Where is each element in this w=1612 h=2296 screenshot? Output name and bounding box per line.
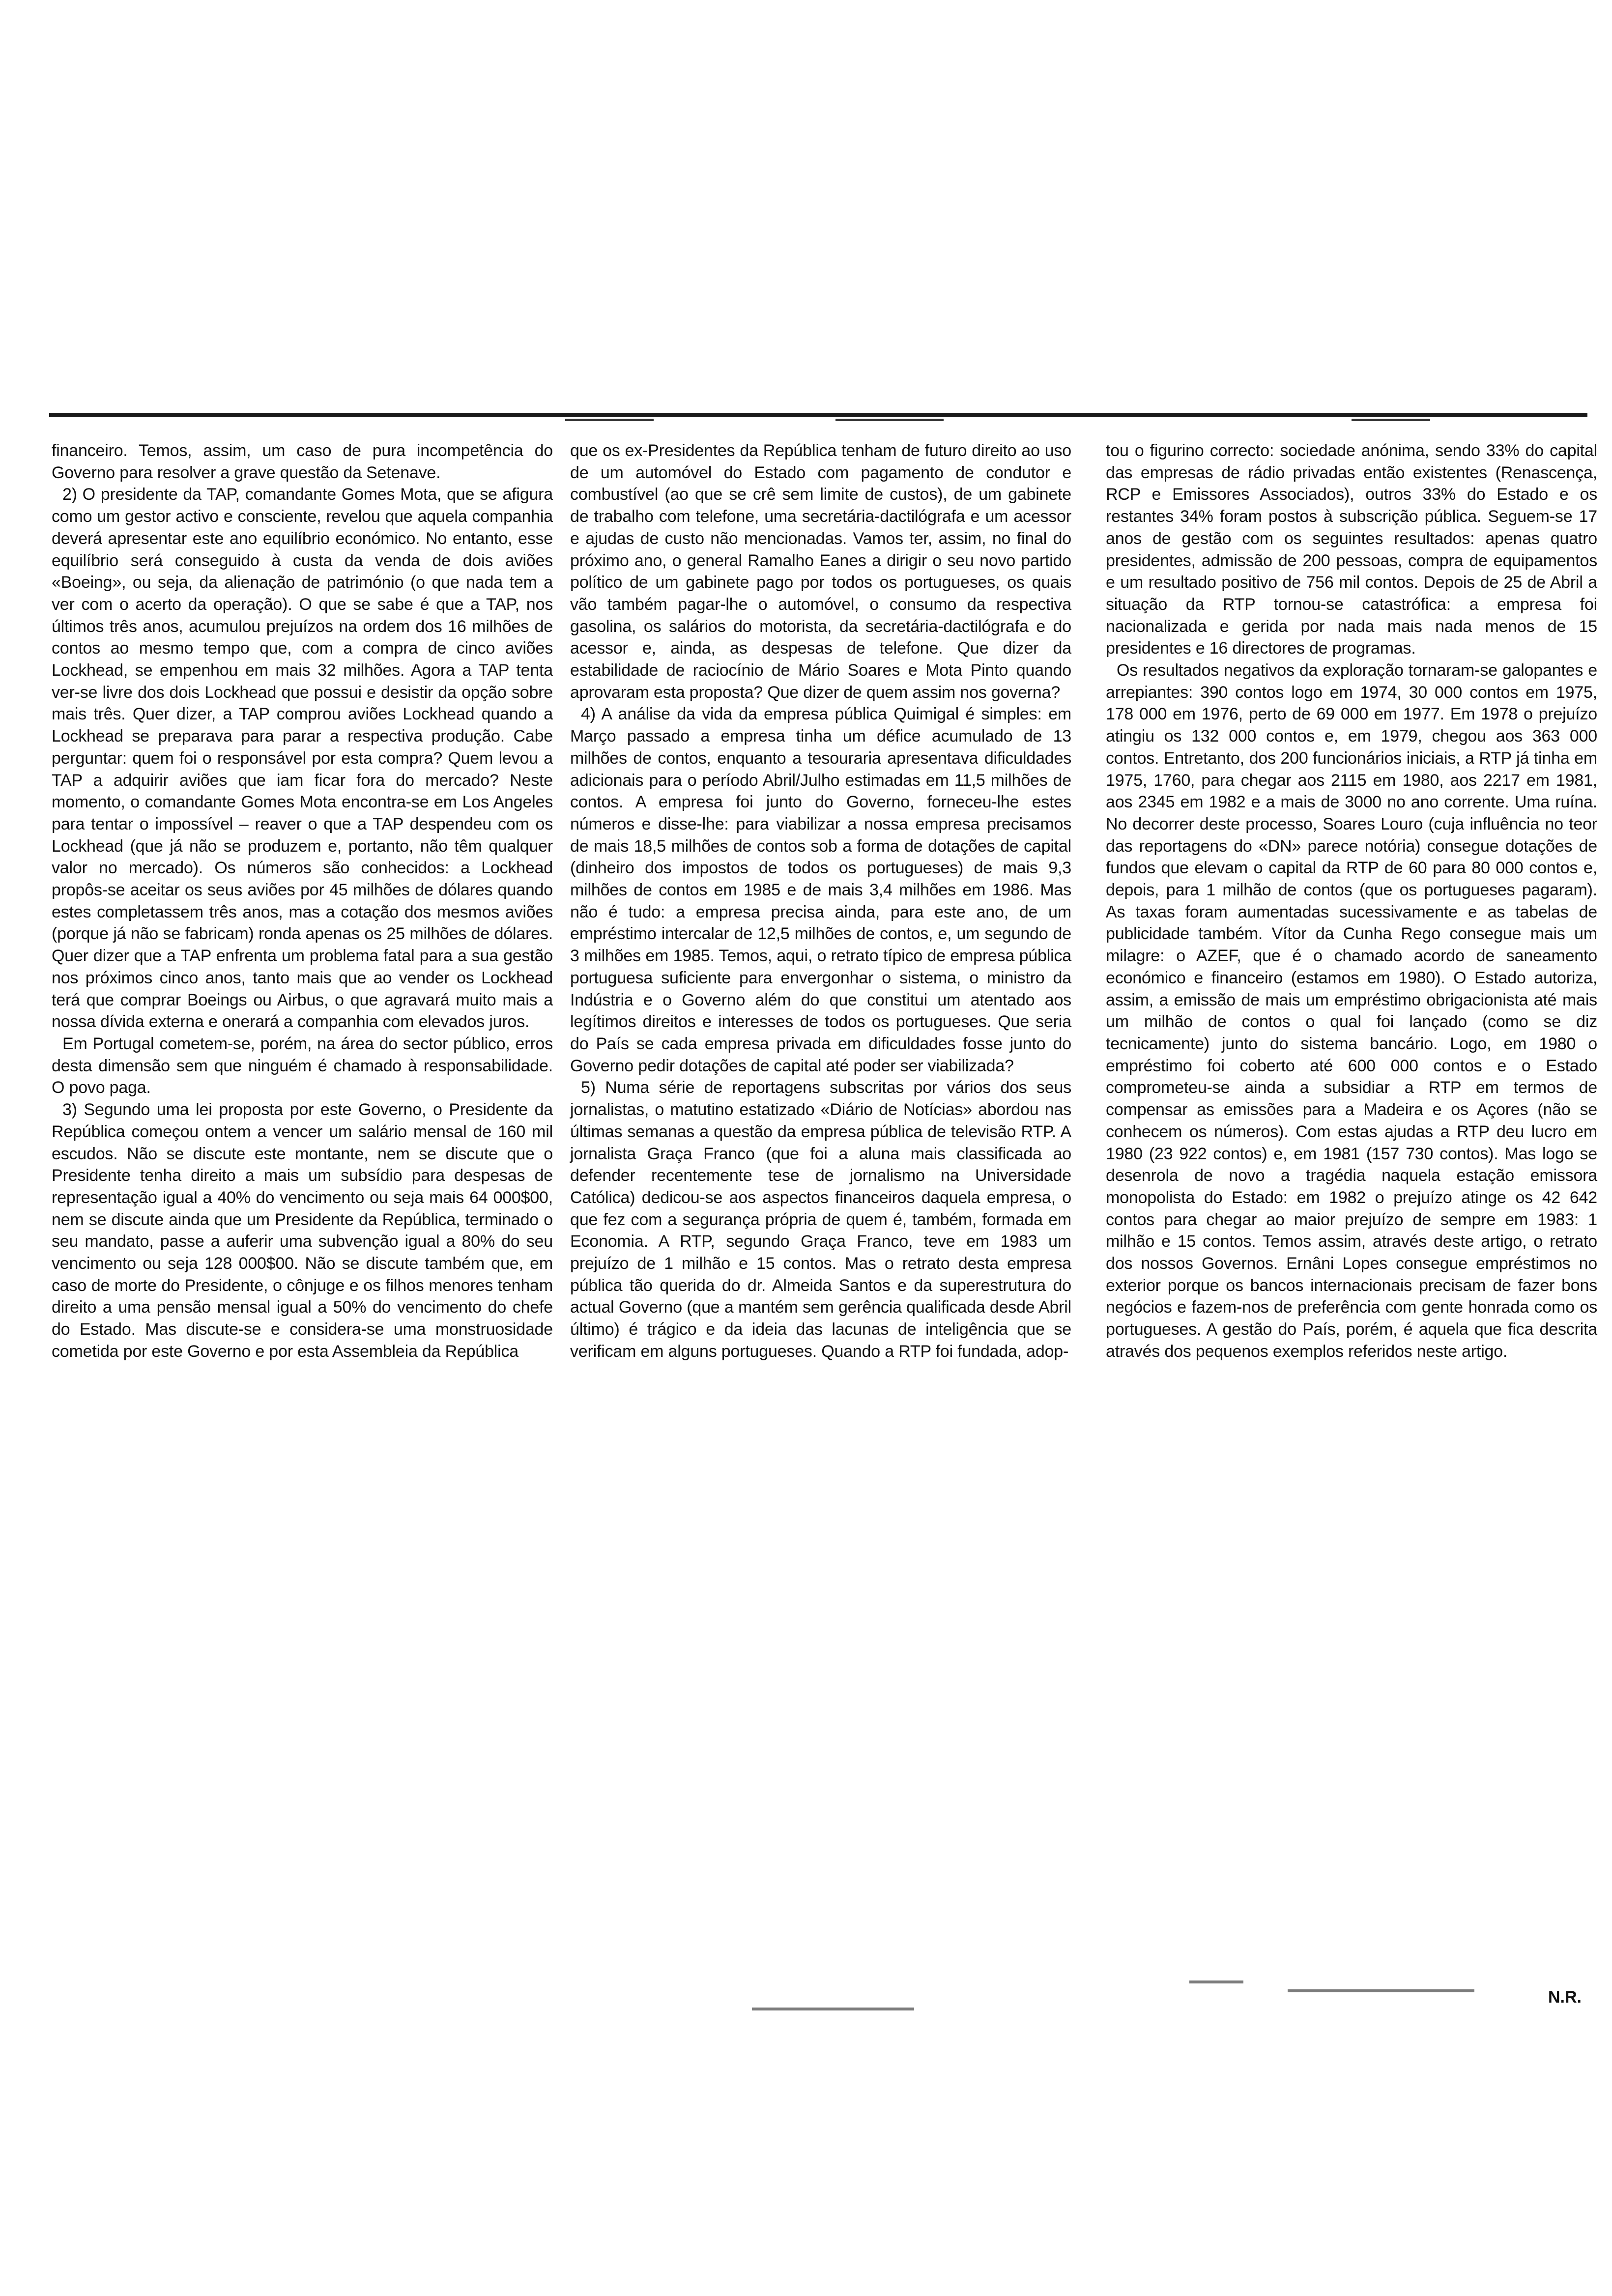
print-smudge bbox=[752, 2008, 914, 2010]
print-speck bbox=[835, 419, 944, 421]
paragraph: 4) A análise da vida da empresa pública Quimigal é simples: em Março passado a empresa tinha um défice acumulado de 13 milhões de contos, enquanto a tesouraria apresentava dificuldades adicionais para o período Abril/Julho estimadas em 11,5 milhões de contos. A empresa foi junto do Governo, forneceu-lhe estes números e disse-lhe: para viabilizar a nossa empresa precisamos de mais 18,5 milhões de contos sob a forma de dotações de capital (dinheiro dos impostos de todos os portugueses) de mais 9,3 milhões de contos em 1985 e de mais 3,4 milhões em 1986. Mas não é tudo: a empresa precisa ainda, para este ano, de um empréstimo intercalar de 12,5 milhões de contos, e, um segundo de 3 milhões em 1985. Temos, aqui, o retrato típico de empresa pública portuguesa suficiente para envergonhar o sistema, o ministro da Indústria e o Governo além do que constitui um atentado aos legítimos direitos e interesses de todos os portugueses. Que seria do País se cada empresa privada em dificuldades fosse junto do Governo pedir dotações de capital até poder ser viabilizada? bbox=[570, 705, 1071, 1075]
paragraph: financeiro. Temos, assim, um caso de pura incompetência do Governo para resolver a grave questão da Setenave. bbox=[52, 441, 553, 482]
print-smudge bbox=[1189, 1980, 1243, 1983]
paragraph: Em Portugal cometem-se, porém, na área do sector público, erros desta dimensão sem que ninguém é chamado à responsabilidade. O povo paga. bbox=[52, 1034, 553, 1097]
print-speck bbox=[565, 419, 654, 421]
paragraph: que os ex-Presidentes da República tenham de futuro direito ao uso de um automóvel do Estado com pagamento de condutor e combustível (ao que se crê sem limite de custos), de um gabinete de trabalho com telefone, uma secretária-dactilógrafa e um acessor e ajudas de custo não mencionadas. Vamos ter, assim, no final do próximo ano, o general Ramalho Eanes a dirigir o seu novo partido político de um gabinete pago por todos os portugueses, os quais vão também pagar-lhe o automóvel, o consumo da respectiva gasolina, os salários do motorista, da secretária-dactilógrafa e do acessor e, ainda, as despesas de telefone. Que dizer da estabilidade de raciocínio de Mário Soares e Mota Pinto quando aprovaram esta proposta? Que dizer de quem assim nos governa? bbox=[570, 441, 1071, 702]
article-column-1 bbox=[52, 440, 553, 1363]
print-smudge bbox=[1288, 1989, 1474, 1992]
article-column-2 bbox=[570, 440, 1071, 1363]
paragraph: 2) O presidente da TAP, comandante Gomes Mota, que se afigura como um gestor activo e consciente, revelou que aquela companhia deverá apresentar este ano equilíbrio económico. No entanto, esse equilíbrio será conseguido à custa da venda de dois aviões «Boeing», ou seja, da alienação de património (o que nada tem a ver com o acerto da operação). O que se sabe é que a TAP, nos últimos três anos, acumulou prejuízos na ordem dos 16 milhões de contos ao mesmo tempo que, com a compra de cinco aviões Lockhead, se empenhou em mais 32 milhões. Agora a TAP tenta ver-se livre dos dois Lockhead que possui e desistir da opção sobre mais três. Quer dizer, a TAP comprou aviões Lockhead quando a Lockhead se preparava para parar a respectiva produção. Cabe perguntar: quem foi o responsável por esta compra? Quem levou a TAP a adquirir aviões que iam ficar fora do mercado? Neste momento, o comandante Gomes Mota encontra-se em Los Angeles para tentar o impossível – reaver o que a TAP despendeu com os Lockhead (que já não se produzem e, portanto, não têm qualquer valor no mercado). Os números são conhecidos: a Lockhead propôs-se aceitar os seus aviões por 45 milhões de dólares quando estes completassem três anos, mas a cotação dos mesmos aviões (porque já não se fabricam) ronda apenas os 25 milhões de dólares. Quer dizer que a TAP enfrenta um problema fatal para a sua gestão nos próximos cinco anos, tanto mais que ao vender os Lockhead terá que comprar Boeings ou Airbus, o que agravará muito mais a nossa dívida externa e onerará a companhia com elevados juros. bbox=[52, 485, 553, 1032]
header-rule bbox=[49, 413, 1587, 417]
paragraph: 5) Numa série de reportagens subscritas por vários dos seus jornalistas, o matutino estatizado «Diário de Notícias» abordou nas últimas semanas a questão da empresa pública de televisão RTP. A jornalista Graça Franco (que foi a aluna mais classificada ao defender recentemente tese de jornalismo na Universidade Católica) dedicou-se aos aspectos financeiros daquela empresa, o que fez com a segurança própria de quem é, também, formada em Economia. A RTP, segundo Graça Franco, teve em 1983 um prejuízo de 1 milhão e 15 contos. Mas o retrato desta empresa pública tão querida do dr. Almeida Santos e da superestrutura do actual Governo (que a mantém sem gerência qualificada desde Abril último) é trágico e da ideia das lacunas de inteligência que se verificam em alguns portugueses. Quando a RTP foi fundada, adop- bbox=[570, 1078, 1071, 1361]
article-column-3 bbox=[1106, 440, 1597, 1363]
paragraph: 3) Segundo uma lei proposta por este Governo, o Presidente da República começou ontem a vencer um salário mensal de 160 mil escudos. Não se discute este montante, nem se discute que o Presidente tenha direito a mais um subsídio para despesas de representação igual a 40% do vencimento ou seja mais 64 000$00, nem se discute ainda que um Presidente da República, terminado o seu mandato, passe a auferir uma subvenção igual a 80% do seu vencimento ou seja 128 000$00. Não se discute também que, em caso de morte do Presidente, o cônjuge e os filhos menores tenham direito a uma pensão mensal igual a 50% do vencimento do chefe do Estado. Mas discute-se e considera-se uma monstruosidade cometida por este Governo e por esta Assembleia da República bbox=[52, 1100, 553, 1361]
paragraph: tou o figurino correcto: sociedade anónima, sendo 33% do capital das empresas de rádio privadas então existentes (Renascença, RCP e Emissores Associados), outros 33% do Estado e os restantes 34% foram postos à subscrição pública. Seguem-se 17 anos de gestão com os seguintes resultados: apenas quatro presidentes, admissão de 200 pessoas, compra de equipamentos e um resultado positivo de 756 mil contos. Depois de 25 de Abril a situação da RTP tornou-se catastrófica: a empresa foi nacionalizada e gerida por nada mais nada menos de 15 presidentes e 16 directores de programas. bbox=[1106, 441, 1597, 658]
author-signature: N.R. bbox=[1548, 1988, 1582, 2007]
paragraph: Os resultados negativos da exploração tornaram-se galopantes e arrepiantes: 390 contos logo em 1974, 30 000 contos em 1975, 178 000 em 1976, perto de 69 000 em 1977. Em 1978 o prejuízo atingiu os 132 000 contos e, em 1979, chegou aos 363 000 contos. Entretanto, dos 200 funcionários iniciais, a RTP já tinha em 1975, 1760, para chegar aos 2115 em 1980, aos 2217 em 1981, aos 2345 em 1982 e a mais de 3000 no ano corrente. Uma ruína. No decorrer deste processo, Soares Louro (cuja influência no teor das reportagens do «DN» parece notória) consegue dotações de fundos que elevam o capital da RTP de 60 para 80 000 contos e, depois, para 1 milhão de contos (que os portugueses pagaram). As taxas foram aumentadas sucessivamente e as tabelas de publicidade também. Vítor da Cunha Rego consegue mais um milagre: o AZEF, que é o chamado acordo de saneamento económico e financeiro (estamos em 1980). O Estado autoriza, assim, a emissão de mais um empréstimo obrigacionista até mais um milhão de contos o qual foi lançado (como se diz tecnicamente) junto do sistema bancário. Logo, em 1980 o empréstimo foi coberto até 600 000 contos e o Estado comprometeu-se ainda a subsidiar a RTP em termos de compensar as emissões para a Madeira e os Açores (não se conhecem os números). Com estas ajudas a RTP deu lucro em 1980 (23 922 contos) e, em 1981 (157 730 contos). Mas logo se desenrola de novo a tragédia naquela estação emissora monopolista do Estado: em 1982 o prejuízo atinge os 42 642 contos para chegar ao maior prejuízo de sempre em 1983: 1 milhão e 15 contos. Temos assim, através deste artigo, o retrato dos nossos Governos. Ernâni Lopes consegue empréstimos no exterior porque os bancos internacionais precisam de fazer bons negócios e fazem-nos de preferência com gente honrada como os portugueses. A gestão do País, porém, é aquela que fica descrita através dos pequenos exemplos referidos neste artigo. bbox=[1106, 661, 1597, 1361]
print-speck bbox=[1352, 419, 1430, 421]
